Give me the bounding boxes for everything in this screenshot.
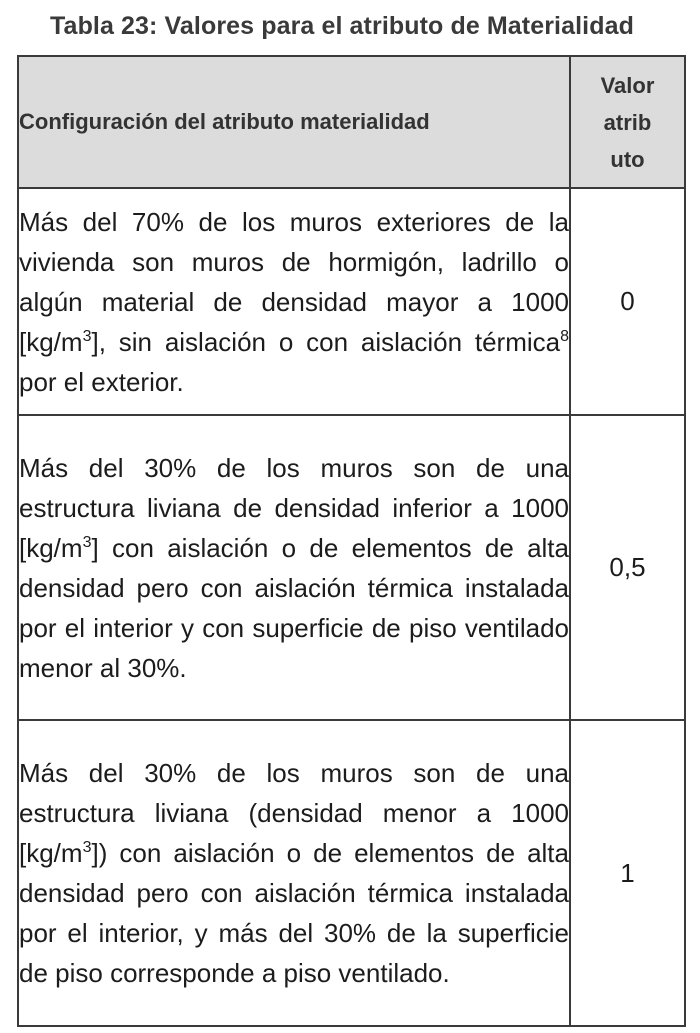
table-caption: Tabla 23: Valores para el atributo de Materialidad	[50, 12, 634, 40]
header-row	[18, 56, 685, 188]
table-row	[18, 720, 685, 1026]
materialidad-table	[17, 55, 686, 1027]
header-valor-line: atrib	[603, 109, 652, 135]
desc-text: ]) con aislación o de elementos de alta densidad pero con aislación térmica instalada por el interior, y más del 30% de la superficie de piso corresponde a piso ventilado.	[19, 838, 569, 988]
superscript: 3	[82, 327, 92, 345]
superscript: 3	[82, 533, 92, 551]
table-header	[18, 56, 685, 188]
desc-text: ], sin aislación o con aislación térmica	[91, 326, 561, 357]
desc-text: ] con aislación o de elementos de alta densidad pero con aislación térmica instalada por el interior y con superficie de piso ventilado menor al 30%.	[19, 532, 569, 683]
footnote-ref: 8	[560, 327, 569, 345]
header-valor	[570, 56, 685, 188]
header-config: Configuración del atributo materialidad	[18, 56, 570, 188]
header-valor-line: uto	[610, 146, 645, 172]
row-value: 1	[570, 720, 685, 1026]
table-row	[18, 415, 685, 720]
desc-text: por el exterior.	[19, 366, 184, 397]
row-value: 0	[570, 188, 685, 415]
desc-text: Más del 30% de los muros son de una estructura liviana (densidad menor a 1000 [kg/m	[19, 758, 569, 868]
superscript: 3	[82, 839, 92, 856]
desc-text: Más del 70% de los muros exteriores de la vivienda son muros de hormigón, ladrillo o algún material de densidad mayor a 1000 [kg/m	[19, 206, 569, 357]
table-row	[18, 188, 685, 415]
desc-text: Más del 30% de los muros son de una estructura liviana de densidad inferior a 1000 [kg/m	[19, 452, 569, 563]
row-value: 0,5	[570, 415, 685, 720]
header-valor-line: Valor	[600, 72, 655, 98]
row-description	[18, 720, 570, 1026]
row-description	[18, 415, 570, 720]
row-description	[18, 188, 570, 415]
